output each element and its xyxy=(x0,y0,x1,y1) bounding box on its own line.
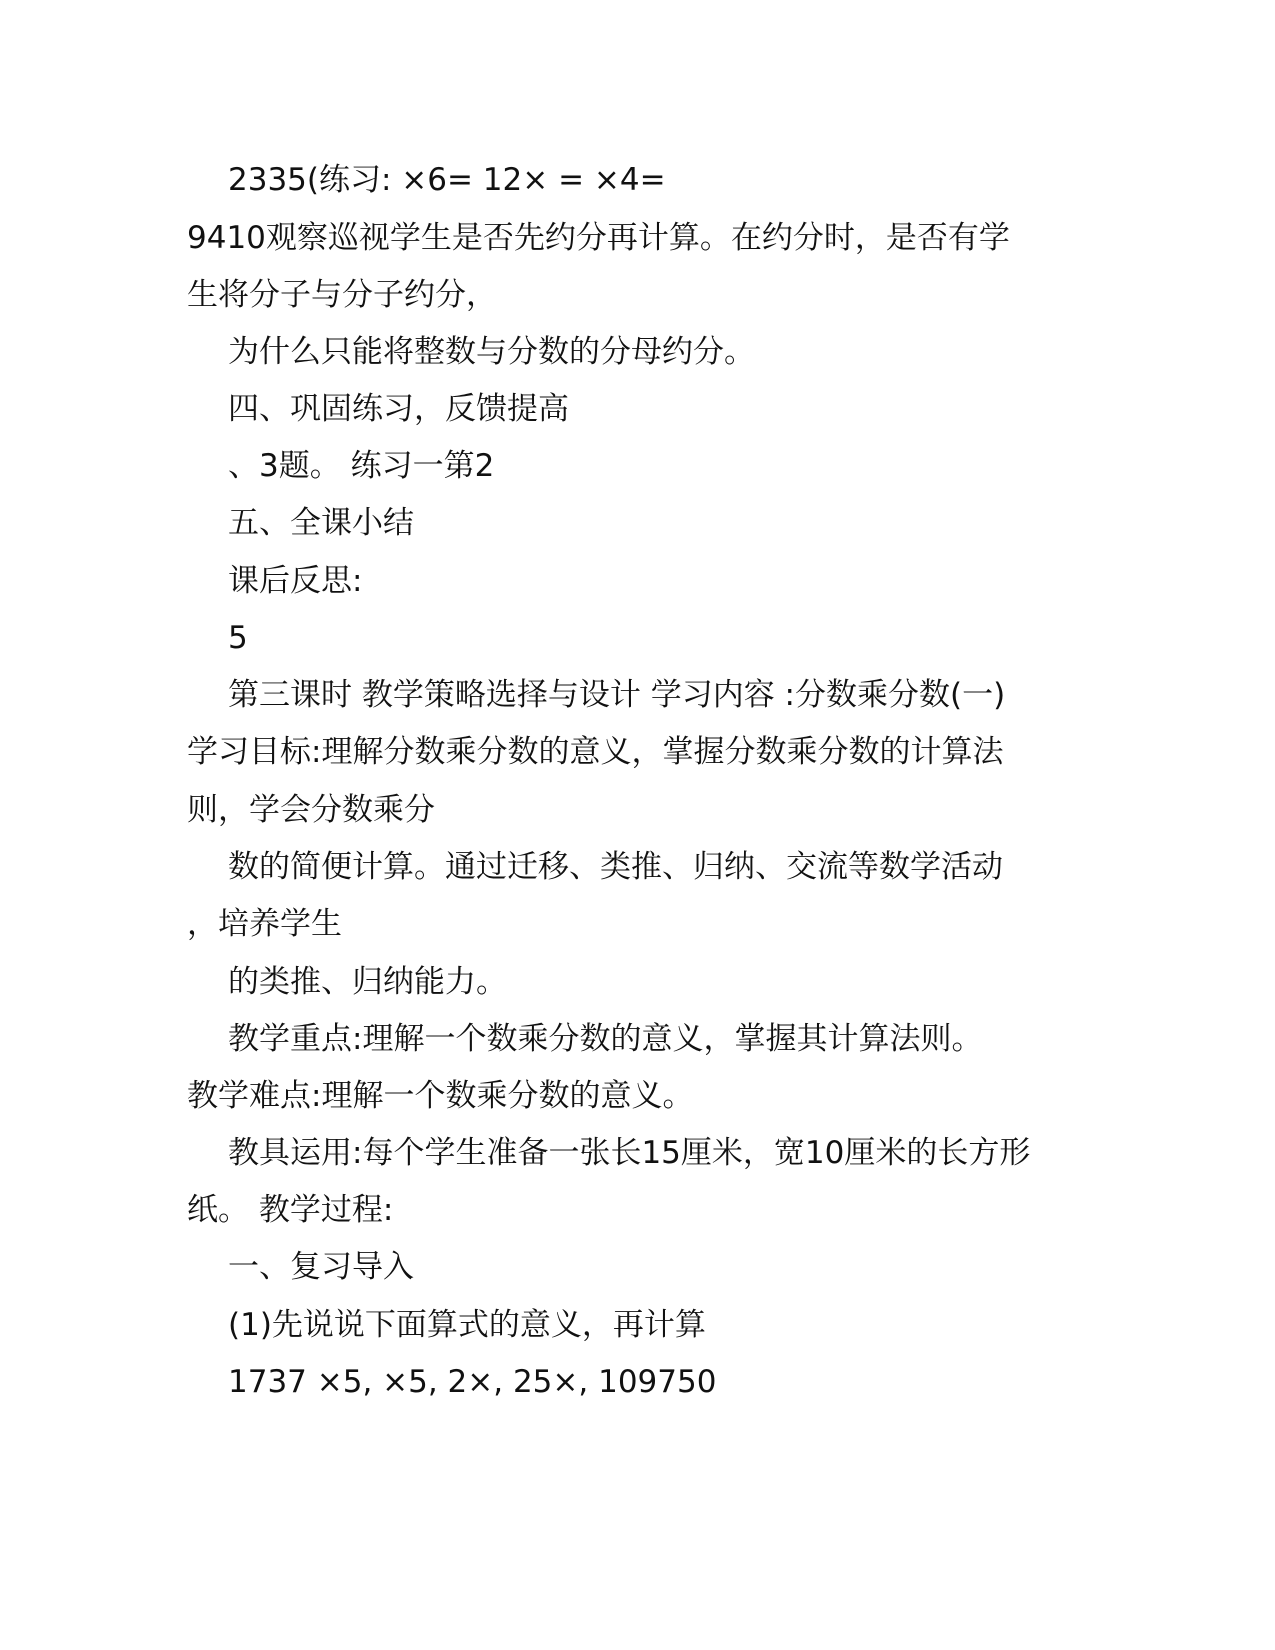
text-line-cultivate: ，培养学生 xyxy=(187,906,342,942)
text-line-practice-exercise: 2335(练习: ×6= 12× = ×4= xyxy=(228,162,666,198)
text-line-difficulty: 教学难点:理解一个数乘分数的意义。 xyxy=(187,1078,694,1114)
text-line-teaching-aids: 教具运用:每个学生准备一张长15厘米，宽10厘米的长方形 xyxy=(228,1135,1031,1171)
text-line-explain-formula: (1)先说说下面算式的意义，再计算 xyxy=(228,1307,706,1343)
text-line-learning-goal: 学习目标:理解分数乘分数的意义，掌握分数乘分数的计算法 xyxy=(187,734,1004,770)
section-heading-consolidation: 四、巩固练习，反馈提高 xyxy=(228,391,569,427)
text-line-why-denominator: 为什么只能将整数与分数的分母约分。 xyxy=(228,334,755,370)
text-line-simple-calc: 数的简便计算。通过迁移、类推、归纳、交流等数学活动 xyxy=(228,849,1003,885)
page-number: 5 xyxy=(228,620,248,656)
text-line-ability: 的类推、归纳能力。 xyxy=(228,964,507,1000)
text-line-reflection: 课后反思: xyxy=(228,563,363,599)
text-line-numerator-reduction: 生将分子与分子约分， xyxy=(187,277,497,313)
text-line-formulas: 1737 ×5, ×5, 2×, 25×, 109750 xyxy=(228,1364,717,1400)
text-line-key-point: 教学重点:理解一个数乘分数的意义，掌握其计算法则。 xyxy=(228,1021,983,1057)
section-heading-summary: 五、全课小结 xyxy=(228,505,414,541)
text-line-exercise-reference: 、3题。 练习一第2 xyxy=(228,448,495,484)
section-heading-review: 一、复习导入 xyxy=(228,1249,414,1285)
text-line-learning-goal-cont: 则，学会分数乘分 xyxy=(187,792,435,828)
lesson-title: 第三课时 教学策略选择与设计 学习内容 :分数乘分数(一) xyxy=(228,677,1006,713)
text-line-observe-students: 9410观察巡视学生是否先约分再计算。在约分时，是否有学 xyxy=(187,220,1010,256)
text-line-process: 纸。 教学过程: xyxy=(187,1192,394,1228)
